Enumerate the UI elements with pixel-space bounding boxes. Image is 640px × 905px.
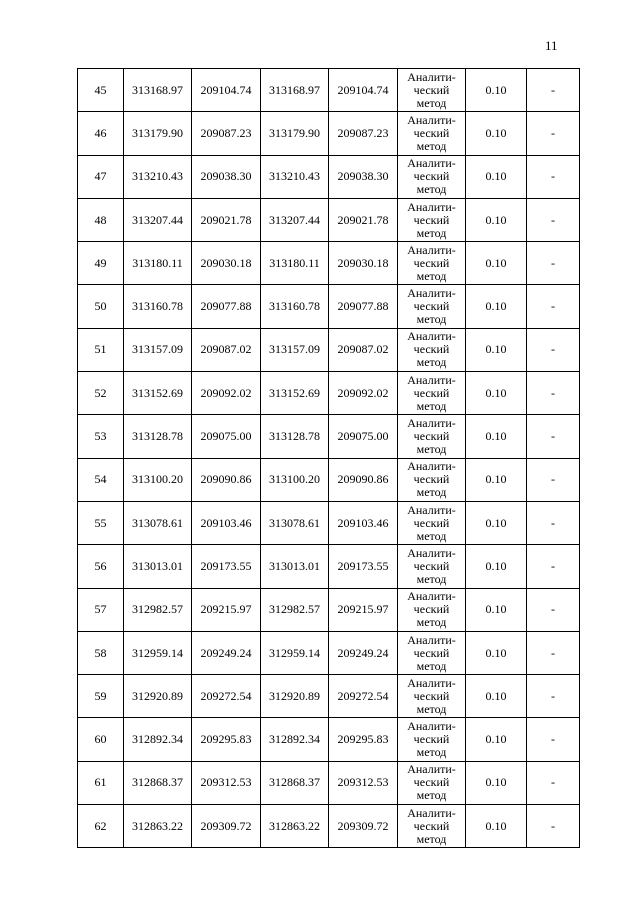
note-cell: - [527, 675, 580, 718]
method-cell [398, 198, 466, 241]
y-coordinate-cell: 209215.97 [192, 588, 261, 631]
x-coordinate-cell: 313157.09 [261, 328, 329, 371]
y-coordinate-cell: 209077.88 [192, 285, 261, 328]
accuracy-cell: 0.10 [466, 545, 527, 588]
x-coordinate-cell: 312920.89 [124, 675, 192, 718]
accuracy-cell: 0.10 [466, 242, 527, 285]
x-coordinate-cell: 313207.44 [261, 198, 329, 241]
method-text-line: Аналити- [407, 286, 456, 301]
point-number-cell: 50 [78, 285, 124, 328]
method-cell [398, 242, 466, 285]
method-text-line: ческий [413, 429, 450, 444]
method-cell [398, 718, 466, 761]
method-text-line: ческий [413, 515, 450, 530]
y-coordinate-cell: 209272.54 [329, 675, 398, 718]
y-coordinate-cell: 209090.86 [329, 458, 398, 501]
method-text-line: ческий [413, 342, 450, 357]
method-cell [398, 805, 466, 848]
x-coordinate-cell: 313207.44 [124, 198, 192, 241]
method-text-line: метод [416, 442, 447, 457]
table-row [78, 242, 580, 285]
y-coordinate-cell: 209295.83 [192, 718, 261, 761]
method-text-line: метод [416, 615, 447, 630]
x-coordinate-cell: 313157.09 [124, 328, 192, 371]
accuracy-cell: 0.10 [466, 198, 527, 241]
method-text-line: Аналити- [407, 632, 456, 647]
point-number-cell: 55 [78, 501, 124, 544]
x-coordinate-cell: 312863.22 [261, 805, 329, 848]
method-text-line: метод [416, 831, 447, 846]
point-number-cell: 49 [78, 242, 124, 285]
y-coordinate-cell: 209021.78 [192, 198, 261, 241]
y-coordinate-cell: 209104.74 [329, 69, 398, 112]
method-text-line: метод [416, 528, 447, 543]
y-coordinate-cell: 209295.83 [329, 718, 398, 761]
x-coordinate-cell: 313100.20 [261, 458, 329, 501]
method-text-line: ческий [413, 558, 450, 573]
y-coordinate-cell: 209021.78 [329, 198, 398, 241]
table-row [78, 198, 580, 241]
y-coordinate-cell: 209038.30 [329, 155, 398, 198]
table-row [78, 545, 580, 588]
y-coordinate-cell: 209103.46 [329, 501, 398, 544]
point-number-cell: 51 [78, 328, 124, 371]
accuracy-cell: 0.10 [466, 415, 527, 458]
method-cell [398, 761, 466, 804]
x-coordinate-cell: 312892.34 [261, 718, 329, 761]
x-coordinate-cell: 313179.90 [124, 112, 192, 155]
table-row [78, 805, 580, 848]
accuracy-cell: 0.10 [466, 631, 527, 674]
x-coordinate-cell: 312920.89 [261, 675, 329, 718]
table-row [78, 155, 580, 198]
x-coordinate-cell: 312868.37 [261, 761, 329, 804]
accuracy-cell: 0.10 [466, 718, 527, 761]
note-cell: - [527, 328, 580, 371]
note-cell: - [527, 718, 580, 761]
accuracy-cell: 0.10 [466, 675, 527, 718]
table-row [78, 458, 580, 501]
method-text-line: ческий [413, 775, 450, 790]
coordinates-table [77, 68, 580, 848]
point-number-cell: 45 [78, 69, 124, 112]
method-cell [398, 545, 466, 588]
point-number-cell: 54 [78, 458, 124, 501]
method-text-line: ческий [413, 732, 450, 747]
method-cell [398, 458, 466, 501]
table-row [78, 285, 580, 328]
x-coordinate-cell: 313078.61 [124, 501, 192, 544]
table-row [78, 501, 580, 544]
x-coordinate-cell: 313013.01 [261, 545, 329, 588]
y-coordinate-cell: 209087.23 [329, 112, 398, 155]
method-text-line: Аналити- [407, 502, 456, 517]
note-cell: - [527, 372, 580, 415]
point-number-cell: 59 [78, 675, 124, 718]
y-coordinate-cell: 209309.72 [192, 805, 261, 848]
method-text-line: Аналити- [407, 762, 456, 777]
point-number-cell: 46 [78, 112, 124, 155]
y-coordinate-cell: 209038.30 [192, 155, 261, 198]
note-cell: - [527, 458, 580, 501]
method-text-line: ческий [413, 472, 450, 487]
accuracy-cell: 0.10 [466, 112, 527, 155]
y-coordinate-cell: 209173.55 [329, 545, 398, 588]
method-text-line: ческий [413, 212, 450, 227]
method-text-line: Аналити- [407, 545, 456, 560]
point-number-cell: 53 [78, 415, 124, 458]
point-number-cell: 57 [78, 588, 124, 631]
x-coordinate-cell: 313152.69 [124, 372, 192, 415]
method-text-line: Аналити- [407, 69, 456, 84]
method-text-line: ческий [413, 602, 450, 617]
method-text-line: ческий [413, 82, 450, 97]
x-coordinate-cell: 313128.78 [124, 415, 192, 458]
x-coordinate-cell: 312959.14 [124, 631, 192, 674]
x-coordinate-cell: 313078.61 [261, 501, 329, 544]
method-text-line: ческий [413, 385, 450, 400]
y-coordinate-cell: 209030.18 [192, 242, 261, 285]
method-text-line: Аналити- [407, 675, 456, 690]
method-text-line: ческий [413, 169, 450, 184]
y-coordinate-cell: 209173.55 [192, 545, 261, 588]
method-text-line: Аналити- [407, 589, 456, 604]
method-cell [398, 675, 466, 718]
y-coordinate-cell: 209104.74 [192, 69, 261, 112]
method-text-line: Аналити- [407, 459, 456, 474]
y-coordinate-cell: 209087.02 [192, 328, 261, 371]
table-body [78, 69, 580, 848]
y-coordinate-cell: 209075.00 [329, 415, 398, 458]
method-text-line: метод [416, 701, 447, 716]
note-cell: - [527, 198, 580, 241]
method-text-line: Аналити- [407, 329, 456, 344]
accuracy-cell: 0.10 [466, 69, 527, 112]
table-row [78, 415, 580, 458]
point-number-cell: 52 [78, 372, 124, 415]
method-cell [398, 285, 466, 328]
x-coordinate-cell: 312959.14 [261, 631, 329, 674]
table-row [78, 328, 580, 371]
method-cell [398, 501, 466, 544]
y-coordinate-cell: 209077.88 [329, 285, 398, 328]
point-number-cell: 48 [78, 198, 124, 241]
y-coordinate-cell: 209087.02 [329, 328, 398, 371]
method-text-line: метод [416, 182, 447, 197]
x-coordinate-cell: 312868.37 [124, 761, 192, 804]
y-coordinate-cell: 209309.72 [329, 805, 398, 848]
x-coordinate-cell: 313210.43 [261, 155, 329, 198]
method-cell [398, 112, 466, 155]
method-text-line: Аналити- [407, 199, 456, 214]
y-coordinate-cell: 209272.54 [192, 675, 261, 718]
method-text-line: метод [416, 788, 447, 803]
accuracy-cell: 0.10 [466, 285, 527, 328]
point-number-cell: 56 [78, 545, 124, 588]
page-number: 11 [545, 38, 558, 53]
table-row [78, 372, 580, 415]
method-cell [398, 328, 466, 371]
point-number-cell: 58 [78, 631, 124, 674]
method-text-line: ческий [413, 645, 450, 660]
x-coordinate-cell: 312982.57 [124, 588, 192, 631]
method-text-line: метод [416, 312, 447, 327]
method-text-line: ческий [413, 688, 450, 703]
x-coordinate-cell: 313152.69 [261, 372, 329, 415]
method-cell [398, 372, 466, 415]
x-coordinate-cell: 313013.01 [124, 545, 192, 588]
accuracy-cell: 0.10 [466, 155, 527, 198]
table-row [78, 631, 580, 674]
method-text-line: Аналити- [407, 805, 456, 820]
y-coordinate-cell: 209087.23 [192, 112, 261, 155]
method-cell [398, 588, 466, 631]
method-text-line: ческий [413, 125, 450, 140]
method-text-line: ческий [413, 818, 450, 833]
method-text-line: метод [416, 95, 447, 110]
x-coordinate-cell: 313210.43 [124, 155, 192, 198]
method-text-line: метод [416, 268, 447, 283]
method-text-line: метод [416, 571, 447, 586]
note-cell: - [527, 415, 580, 458]
table-row [78, 675, 580, 718]
accuracy-cell: 0.10 [466, 805, 527, 848]
method-text-line: метод [416, 355, 447, 370]
point-number-cell: 62 [78, 805, 124, 848]
x-coordinate-cell: 312863.22 [124, 805, 192, 848]
note-cell: - [527, 242, 580, 285]
x-coordinate-cell: 313180.11 [261, 242, 329, 285]
method-cell [398, 631, 466, 674]
method-cell [398, 415, 466, 458]
table-row [78, 588, 580, 631]
note-cell: - [527, 805, 580, 848]
note-cell: - [527, 761, 580, 804]
method-text-line: Аналити- [407, 112, 456, 127]
accuracy-cell: 0.10 [466, 501, 527, 544]
x-coordinate-cell: 313128.78 [261, 415, 329, 458]
y-coordinate-cell: 209092.02 [329, 372, 398, 415]
method-text-line: Аналити- [407, 156, 456, 171]
method-text-line: ческий [413, 255, 450, 270]
point-number-cell: 60 [78, 718, 124, 761]
y-coordinate-cell: 209215.97 [329, 588, 398, 631]
note-cell: - [527, 501, 580, 544]
y-coordinate-cell: 209312.53 [192, 761, 261, 804]
x-coordinate-cell: 313179.90 [261, 112, 329, 155]
x-coordinate-cell: 313100.20 [124, 458, 192, 501]
method-text-line: метод [416, 745, 447, 760]
method-text-line: Аналити- [407, 242, 456, 257]
y-coordinate-cell: 209092.02 [192, 372, 261, 415]
y-coordinate-cell: 209312.53 [329, 761, 398, 804]
note-cell: - [527, 112, 580, 155]
note-cell: - [527, 588, 580, 631]
method-text-line: метод [416, 658, 447, 673]
accuracy-cell: 0.10 [466, 372, 527, 415]
accuracy-cell: 0.10 [466, 588, 527, 631]
y-coordinate-cell: 209249.24 [192, 631, 261, 674]
point-number-cell: 61 [78, 761, 124, 804]
note-cell: - [527, 155, 580, 198]
x-coordinate-cell: 313168.97 [261, 69, 329, 112]
method-cell [398, 155, 466, 198]
y-coordinate-cell: 209030.18 [329, 242, 398, 285]
method-cell [398, 69, 466, 112]
x-coordinate-cell: 313160.78 [261, 285, 329, 328]
note-cell: - [527, 631, 580, 674]
x-coordinate-cell: 312982.57 [261, 588, 329, 631]
x-coordinate-cell: 312892.34 [124, 718, 192, 761]
accuracy-cell: 0.10 [466, 328, 527, 371]
method-text-line: Аналити- [407, 719, 456, 734]
accuracy-cell: 0.10 [466, 761, 527, 804]
table-row [78, 761, 580, 804]
y-coordinate-cell: 209090.86 [192, 458, 261, 501]
x-coordinate-cell: 313180.11 [124, 242, 192, 285]
y-coordinate-cell: 209249.24 [329, 631, 398, 674]
table-row [78, 718, 580, 761]
accuracy-cell: 0.10 [466, 458, 527, 501]
note-cell: - [527, 545, 580, 588]
method-text-line: метод [416, 138, 447, 153]
method-text-line: метод [416, 398, 447, 413]
point-number-cell: 47 [78, 155, 124, 198]
method-text-line: Аналити- [407, 372, 456, 387]
table-row [78, 112, 580, 155]
x-coordinate-cell: 313168.97 [124, 69, 192, 112]
note-cell: - [527, 69, 580, 112]
y-coordinate-cell: 209075.00 [192, 415, 261, 458]
y-coordinate-cell: 209103.46 [192, 501, 261, 544]
method-text-line: метод [416, 485, 447, 500]
x-coordinate-cell: 313160.78 [124, 285, 192, 328]
method-text-line: ческий [413, 299, 450, 314]
table-row [78, 69, 580, 112]
method-text-line: метод [416, 225, 447, 240]
note-cell: - [527, 285, 580, 328]
method-text-line: Аналити- [407, 416, 456, 431]
